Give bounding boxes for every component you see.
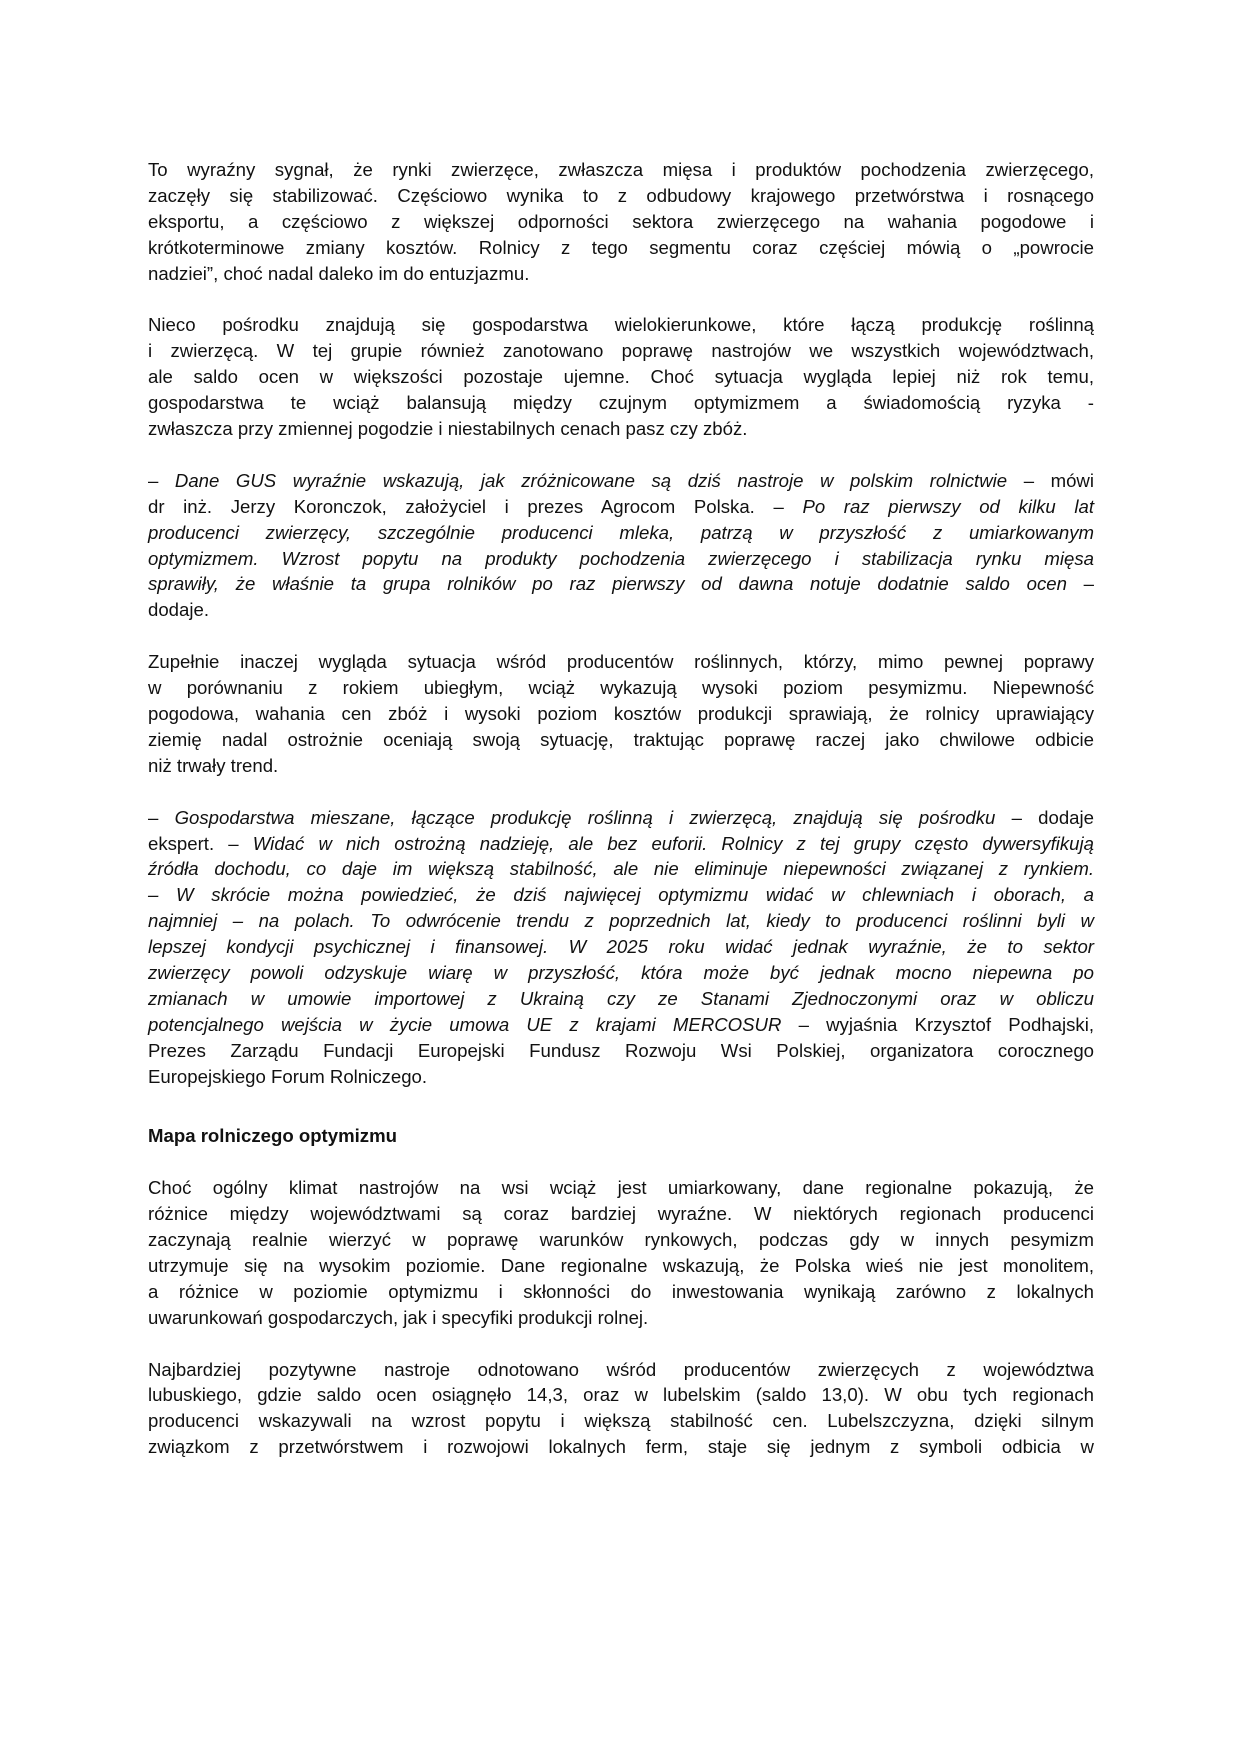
plain-text: utrzymuje się na wysokim poziomie. Dane regionalne wskazują, że Polska wieś nie jest monolitem, xyxy=(148,1254,1094,1276)
text-line xyxy=(148,727,1094,753)
plain-text: Europejskiego Forum Rolniczego. xyxy=(148,1065,428,1087)
plain-text: lubuskiego, gdzie saldo ocen osiągnęło 14,3, oraz w lubelskim (saldo 13,0). W obu tych regionach xyxy=(148,1384,1094,1406)
text-line xyxy=(148,494,1094,520)
quote-text: optymizmem. Wzrost popytu na produkty pochodzenia zwierzęcego i stabilizacja rynku mięsa xyxy=(148,547,1094,569)
plain-text: eksportu, a częściowo z większej odporności sektora zwierzęcego na wahania pogodowe i xyxy=(148,210,1094,232)
plain-text: niż trwały trend. xyxy=(148,754,279,776)
text-line xyxy=(148,1038,1094,1064)
plain-text: ale saldo ocen w większości pozostaje ujemne. Choć sytuacja wygląda lepiej niż rok temu, xyxy=(148,366,1094,388)
paragraph-p4 xyxy=(148,649,1094,779)
text-line xyxy=(148,338,1094,364)
text-line xyxy=(148,1434,1094,1460)
quote-text: – W skrócie można powiedzieć, że dziś najwięcej optymizmu widać w chlewniach i oborach, a xyxy=(148,884,1094,906)
text-line xyxy=(148,1408,1094,1434)
paragraph-p2 xyxy=(148,312,1094,442)
document-page xyxy=(148,157,1094,1486)
text-line xyxy=(148,520,1094,546)
text-line xyxy=(148,1305,1094,1331)
text-line xyxy=(148,831,1094,857)
text-line xyxy=(148,390,1094,416)
plain-text: i zwierzęcą. W tej grupie również zanotowano poprawę nastrojów we wszystkich województwach, xyxy=(148,340,1094,362)
text-line xyxy=(148,1227,1094,1253)
plain-text: różnice między województwami są coraz bardziej wyraźne. W niektórych regionach producenci xyxy=(148,1203,1094,1225)
body-text-after-heading xyxy=(148,1175,1094,1460)
plain-text: zaczynają realnie wierzyć w poprawę warunków rynkowych, podczas gdy w innych pesymizm xyxy=(148,1229,1094,1251)
plain-text: To wyraźny sygnał, że rynki zwierzęce, zwłaszcza mięsa i produktów pochodzenia zwierzęcego, xyxy=(148,159,1094,180)
plain-text: zaczęły się stabilizować. Częściowo wynika to z odbudowy krajowego przetwórstwa i rosnącego xyxy=(148,184,1094,206)
text-line xyxy=(148,960,1094,986)
quote-text: Widać w nich ostrożną nadzieję, ale bez euforii. Rolnicy z tej grupy często dywersyfikują xyxy=(252,832,1094,854)
plain-text: zwłaszcza przy zmiennej pogodzie i niestabilnych cenach pasz czy zbóż. xyxy=(148,418,748,440)
text-line xyxy=(148,157,1094,183)
text-line xyxy=(148,1279,1094,1305)
quote-text: potencjalnego wejścia w życie umowa UE z krajami MERCOSUR xyxy=(148,1013,782,1035)
plain-text: – xyxy=(148,806,175,828)
text-line xyxy=(148,675,1094,701)
text-line xyxy=(148,908,1094,934)
plain-text: związkom z przetwórstwem i rozwojowi lokalnych ferm, staje się jednym z symboli odbicia w xyxy=(148,1436,1094,1458)
text-line xyxy=(148,261,1094,287)
text-line xyxy=(148,546,1094,572)
paragraph-p3 xyxy=(148,468,1094,623)
quote-text: Dane GUS wyraźnie wskazują, jak zróżnicowane są dziś nastroje w polskim rolnictwie xyxy=(174,469,1008,491)
text-line xyxy=(148,416,1094,442)
text-line xyxy=(148,209,1094,235)
paragraph-p5 xyxy=(148,805,1094,1090)
quote-text: zwierzęcy powoli odzyskuje wiarę w przyszłość, która może być jednak mocno niepewna po xyxy=(148,962,1094,984)
text-line xyxy=(148,986,1094,1012)
text-line xyxy=(148,856,1094,882)
text-line xyxy=(148,364,1094,390)
quote-text: źródła dochodu, co daje im większą stabilność, ale nie eliminuje niepewności związanej z rynkiem. xyxy=(148,858,1094,880)
quote-text: Gospodarstwa mieszane, łączące produkcję roślinną i zwierzęcą, znajdują się pośrodku xyxy=(174,806,996,828)
plain-text: producenci wskazywali na wzrost popytu i większą stabilność cen. Lubelszczyzna, dzięki silnym xyxy=(148,1410,1094,1432)
text-line xyxy=(148,571,1094,597)
plain-text: dr inż. Jerzy Koronczok, założyciel i prezes Agrocom Polska. – xyxy=(148,495,803,517)
plain-text: – wyjaśnia Krzysztof Podhajski, xyxy=(781,1013,1094,1035)
quote-text: lepszej kondycji psychicznej i finansowej. W 2025 roku widać jednak wyraźnie, że to sektor xyxy=(148,936,1094,958)
plain-text: a różnice w poziomie optymizmu i skłonności do inwestowania wynikają zarówno z lokalnych xyxy=(148,1280,1094,1302)
plain-text: krótkoterminowe zmiany kosztów. Rolnicy z tego segmentu coraz częściej mówią o „powrocie xyxy=(148,236,1094,258)
plain-text: dodaje. xyxy=(148,599,210,621)
text-line xyxy=(148,1012,1094,1038)
plain-text: nadziei”, choć nadal daleko im do entuzjazmu. xyxy=(148,262,530,284)
plain-text: Zupełnie inaczej wygląda sytuacja wśród producentów roślinnych, którzy, mimo pewnej poprawy xyxy=(148,651,1094,673)
quote-text: najmniej – na polach. To odwrócenie trendu z poprzednich lat, kiedy to producenci roślinni byli w xyxy=(148,910,1094,932)
quote-text: Po raz pierwszy od kilku lat xyxy=(802,495,1094,517)
plain-text: – xyxy=(1066,573,1094,595)
plain-text: gospodarstwa te wciąż balansują między czujnym optymizmem a świadomością ryzyka - xyxy=(148,392,1094,414)
text-line xyxy=(148,1382,1094,1408)
plain-text: – dodaje xyxy=(995,806,1094,828)
text-line xyxy=(148,312,1094,338)
plain-text: pogodowa, wahania cen zbóż i wysoki poziom kosztów produkcji sprawiają, że rolnicy uprawiający xyxy=(148,702,1094,724)
text-line xyxy=(148,649,1094,675)
text-line xyxy=(148,805,1094,831)
body-text-before-heading xyxy=(148,157,1094,1090)
plain-text: Prezes Zarządu Fundacji Europejski Fundusz Rozwoju Wsi Polskiej, organizatora corocznego xyxy=(148,1039,1094,1061)
quote-text: sprawiły, że właśnie ta grupa rolników po raz pierwszy od dawna notuje dodatnie saldo ocen xyxy=(148,573,1067,595)
plain-text: uwarunkowań gospodarczych, jak i specyfiki produkcji rolnej. xyxy=(148,1306,649,1328)
text-line xyxy=(148,882,1094,908)
plain-text: Najbardziej pozytywne nastroje odnotowano wśród producentów zwierzęcych z województwa xyxy=(148,1358,1094,1380)
text-line xyxy=(148,1357,1094,1383)
plain-text: – mówi xyxy=(1007,469,1094,491)
quote-text: zmianach w umowie importowej z Ukrainą czy ze Stanami Zjednoczonymi oraz w obliczu xyxy=(148,987,1094,1009)
text-line xyxy=(148,1253,1094,1279)
text-line xyxy=(148,753,1094,779)
plain-text: Choć ogólny klimat nastrojów na wsi wciąż jest umiarkowany, dane regionalne pokazują, że xyxy=(148,1177,1094,1199)
plain-text: Nieco pośrodku znajdują się gospodarstwa wielokierunkowe, które łączą produkcję roślinną xyxy=(148,314,1094,336)
plain-text: w porównaniu z rokiem ubiegłym, wciąż wykazują wysoki poziom pesymizmu. Niepewność xyxy=(148,677,1094,699)
plain-text: ekspert. – xyxy=(148,832,253,854)
text-line xyxy=(148,1175,1094,1201)
paragraph-p1 xyxy=(148,157,1094,287)
plain-text: ziemię nadal ostrożnie oceniają swoją sytuację, traktując poprawę raczej jako chwilowe odbicie xyxy=(148,728,1094,750)
quote-text: producenci zwierzęcy, szczególnie producenci mleka, patrzą w przyszłość z umiarkowanym xyxy=(148,521,1094,543)
paragraph-p6 xyxy=(148,1175,1094,1330)
text-line xyxy=(148,183,1094,209)
text-line xyxy=(148,1201,1094,1227)
paragraph-p7 xyxy=(148,1357,1094,1461)
text-line xyxy=(148,1064,1094,1090)
section-heading: Mapa rolniczego optymizmu xyxy=(148,1125,397,1147)
text-line xyxy=(148,934,1094,960)
text-line xyxy=(148,701,1094,727)
plain-text: – xyxy=(148,469,175,491)
text-line xyxy=(148,468,1094,494)
text-line xyxy=(148,597,1094,623)
text-line xyxy=(148,235,1094,261)
